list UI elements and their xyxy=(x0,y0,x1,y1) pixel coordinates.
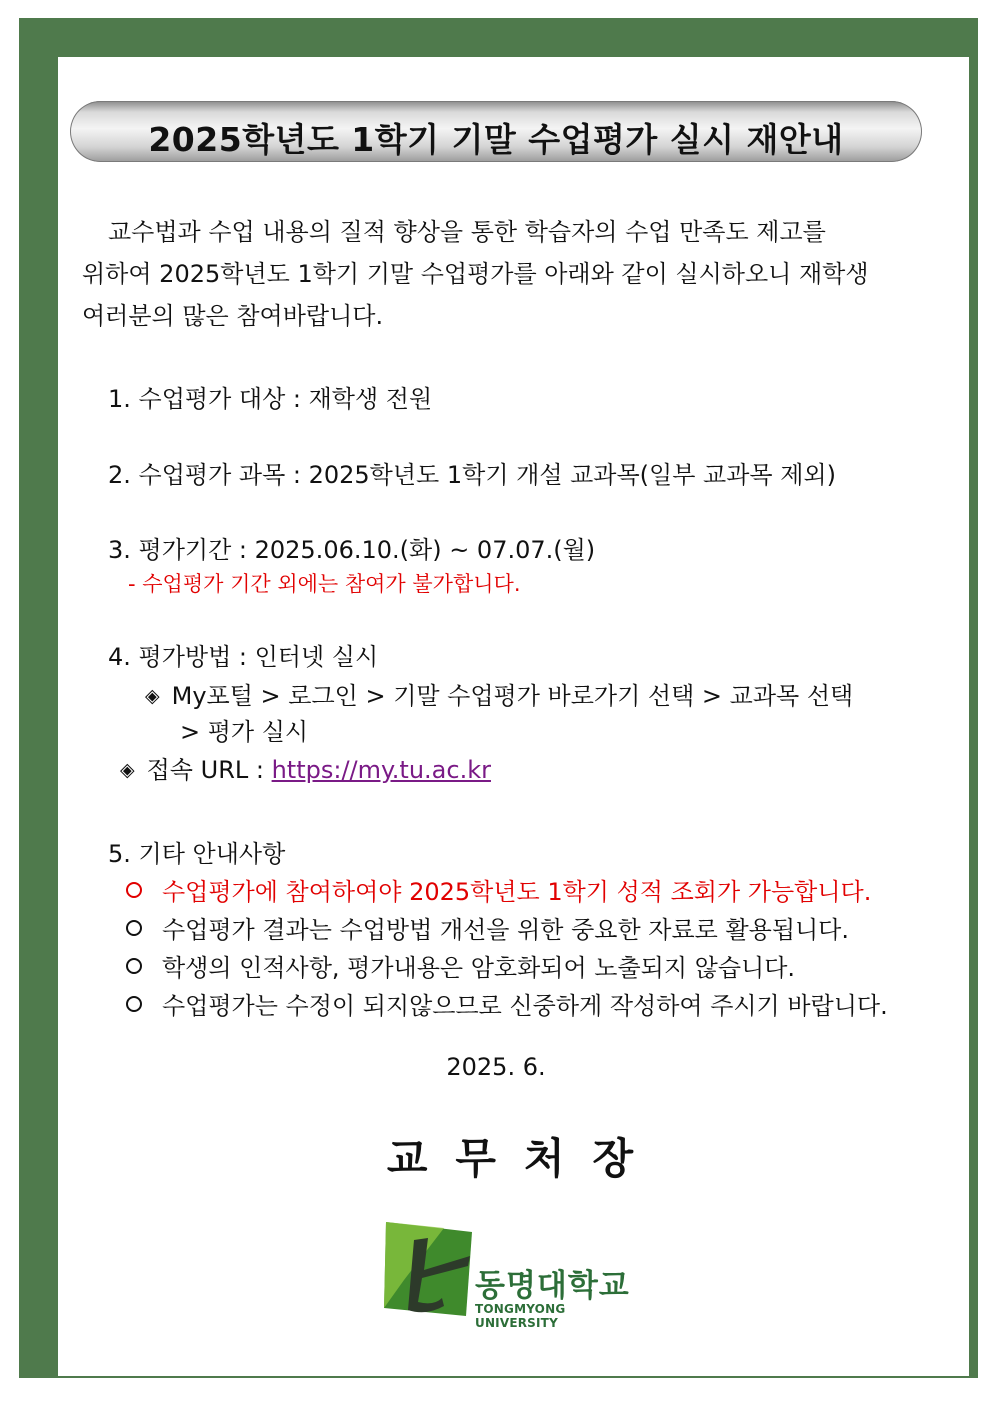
diamond-bullet-icon: ◈ xyxy=(145,685,160,707)
section-other: 5. 기타 안내사항 xyxy=(108,840,286,868)
note-text: 수업평가는 수정이 되지않으므로 신중하게 작성하여 주시기 바랍니다. xyxy=(162,992,888,1020)
page-title: 2025학년도 1학기 기말 수업평가 실시 재안내 xyxy=(148,120,844,159)
circle-bullet-icon xyxy=(126,920,142,936)
circle-bullet-icon xyxy=(126,958,142,974)
portal-url-link[interactable]: https://my.tu.ac.kr xyxy=(271,756,491,784)
period-note: - 수업평가 기간 외에는 참여가 불가합니다. xyxy=(128,572,521,596)
circle-bullet-icon xyxy=(126,882,142,898)
diamond-bullet-icon: ◈ xyxy=(120,759,135,781)
circle-bullet-icon xyxy=(126,996,142,1012)
note-item xyxy=(126,910,849,945)
note-item xyxy=(126,986,888,1021)
university-logo xyxy=(384,1220,644,1330)
access-url-row xyxy=(120,750,491,785)
note-item xyxy=(126,948,795,983)
method-steps-text: My포털 > 로그인 > 기말 수업평가 바로가기 선택 > 교과목 선택 xyxy=(171,682,854,710)
intro-line-3: 여러분의 많은 참여바랍니다. xyxy=(82,302,384,330)
section-subjects: 2. 수업평가 과목 : 2025학년도 1학기 개설 교과목(일부 교과목 제외) xyxy=(108,461,836,489)
access-url-label: 접속 URL : xyxy=(146,756,272,784)
note-text: 학생의 인적사항, 평가내용은 암호화되어 노출되지 않습니다. xyxy=(162,954,796,982)
intro-paragraph xyxy=(82,211,932,337)
logo-name-english: TONGMYONG UNIVERSITY xyxy=(475,1302,566,1330)
method-steps xyxy=(145,676,853,711)
university-emblem-icon xyxy=(384,1220,474,1320)
section-target: 1. 수업평가 대상 : 재학생 전원 xyxy=(108,385,433,413)
method-steps-continued: > 평가 실시 xyxy=(180,718,309,746)
note-text: 수업평가에 참여하여야 2025학년도 1학기 성적 조회가 가능합니다. xyxy=(162,878,872,906)
intro-line-2: 위하여 2025학년도 1학기 기말 수업평가를 아래와 같이 실시하오니 재학생 xyxy=(82,260,869,288)
section-method: 4. 평가방법 : 인터넷 실시 xyxy=(108,643,379,671)
title-banner xyxy=(70,101,922,162)
signer-title: 교무처장 xyxy=(386,1134,662,1183)
note-item xyxy=(126,872,871,907)
issue-date: 2025. 6. xyxy=(446,1053,546,1081)
section-period: 3. 평가기간 : 2025.06.10.(화) ~ 07.07.(월) xyxy=(108,536,596,564)
note-text: 수업평가 결과는 수업방법 개선을 위한 중요한 자료로 활용됩니다. xyxy=(162,916,849,944)
intro-line-1: 교수법과 수업 내용의 질적 향상을 통한 학습자의 수업 만족도 제고를 xyxy=(108,218,826,246)
logo-name-korean: 동명대학교 xyxy=(475,1268,630,1304)
